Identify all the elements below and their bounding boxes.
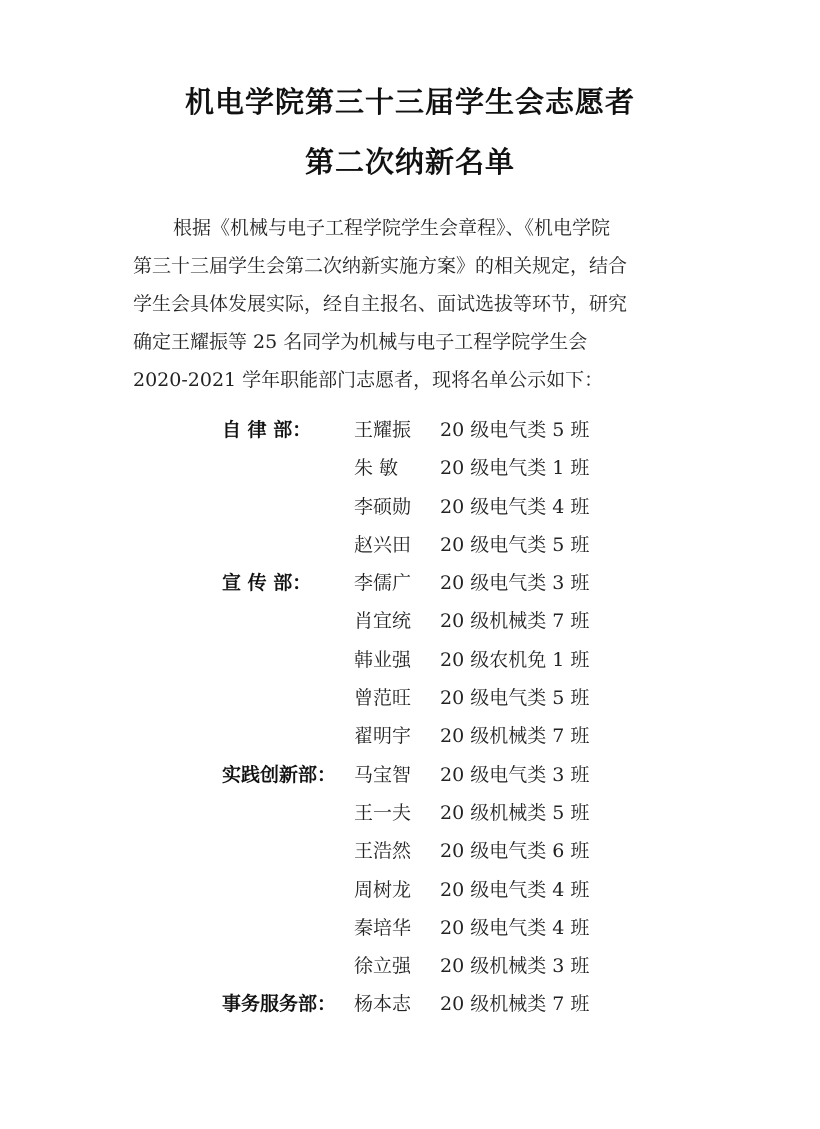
list-item	[0, 526, 820, 564]
member-class: 20 级电气类 6 班	[440, 840, 590, 863]
member-name: 曾范旺	[354, 687, 412, 710]
member-class: 20 级机械类 3 班	[440, 955, 590, 978]
member-name: 李硕勋	[354, 495, 412, 518]
member-name: 王浩然	[354, 840, 412, 863]
member-name: 周树龙	[354, 878, 412, 901]
member-class: 20 级电气类 4 班	[440, 916, 590, 939]
department-label: 自 律 部：	[222, 419, 312, 441]
department-label: 实践创新部：	[222, 763, 337, 786]
list-item	[0, 449, 820, 487]
member-list	[0, 411, 820, 1024]
document-title: 机电学院第三十三届学生会志愿者	[184, 85, 635, 119]
member-class: 20 级机械类 7 班	[440, 610, 590, 633]
member-class: 20 级电气类 3 班	[440, 572, 590, 595]
member-class: 20 级电气类 4 班	[440, 495, 590, 518]
member-class: 20 级电气类 5 班	[440, 687, 590, 710]
member-class: 20 级电气类 3 班	[440, 763, 590, 786]
member-class: 20 级电气类 5 班	[440, 419, 590, 441]
list-item	[0, 756, 820, 794]
paragraph-line: 2020-2021 学年职能部门志愿者，现将名单公示如下：	[133, 369, 604, 391]
member-name: 朱 敏	[354, 457, 399, 480]
member-class: 20 级机械类 7 班	[440, 725, 590, 748]
list-item	[0, 717, 820, 755]
list-item	[0, 871, 820, 909]
member-name: 韩业强	[354, 648, 412, 671]
member-class: 20 级电气类 5 班	[440, 533, 590, 556]
member-name: 杨本志	[354, 993, 412, 1016]
department-label: 事务服务部：	[222, 993, 337, 1016]
member-class: 20 级机械类 7 班	[440, 993, 590, 1016]
member-class: 20 级电气类 4 班	[440, 878, 590, 901]
member-name: 王耀振	[354, 419, 412, 441]
member-class: 20 级农机免 1 班	[440, 648, 590, 671]
member-class: 20 级电气类 1 班	[440, 457, 590, 480]
member-name: 李儒广	[354, 572, 412, 595]
department-label: 宣 传 部：	[222, 572, 312, 595]
member-name: 秦培华	[354, 916, 412, 939]
list-item	[0, 794, 820, 832]
list-item	[0, 947, 820, 985]
list-item	[0, 602, 820, 640]
member-name: 肖宜统	[354, 610, 412, 633]
list-item	[0, 832, 820, 870]
member-name: 徐立强	[354, 955, 412, 978]
list-item	[0, 641, 820, 679]
list-item	[0, 488, 820, 526]
paragraph-line: 第三十三届学生会第二次纳新实施方案》的相关规定，结合	[133, 255, 628, 277]
list-item	[0, 411, 820, 449]
list-item	[0, 909, 820, 947]
member-class: 20 级机械类 5 班	[440, 801, 590, 824]
intro-paragraph	[133, 209, 693, 399]
document-subtitle: 第二次纳新名单	[304, 145, 515, 179]
list-item	[0, 985, 820, 1023]
member-name: 王一夫	[354, 801, 412, 824]
member-name: 赵兴田	[354, 533, 412, 556]
member-name: 马宝智	[354, 763, 412, 786]
paragraph-line: 根据《机械与电子工程学院学生会章程》、《机电学院	[173, 217, 611, 239]
paragraph-line: 确定王耀振等 25 名同学为机械与电子工程学院学生会	[133, 331, 588, 353]
member-name: 翟明宇	[354, 725, 412, 748]
paragraph-line: 学生会具体发展实际，经自主报名、面试选拔等环节，研究	[133, 293, 628, 315]
list-item	[0, 679, 820, 717]
list-item	[0, 564, 820, 602]
